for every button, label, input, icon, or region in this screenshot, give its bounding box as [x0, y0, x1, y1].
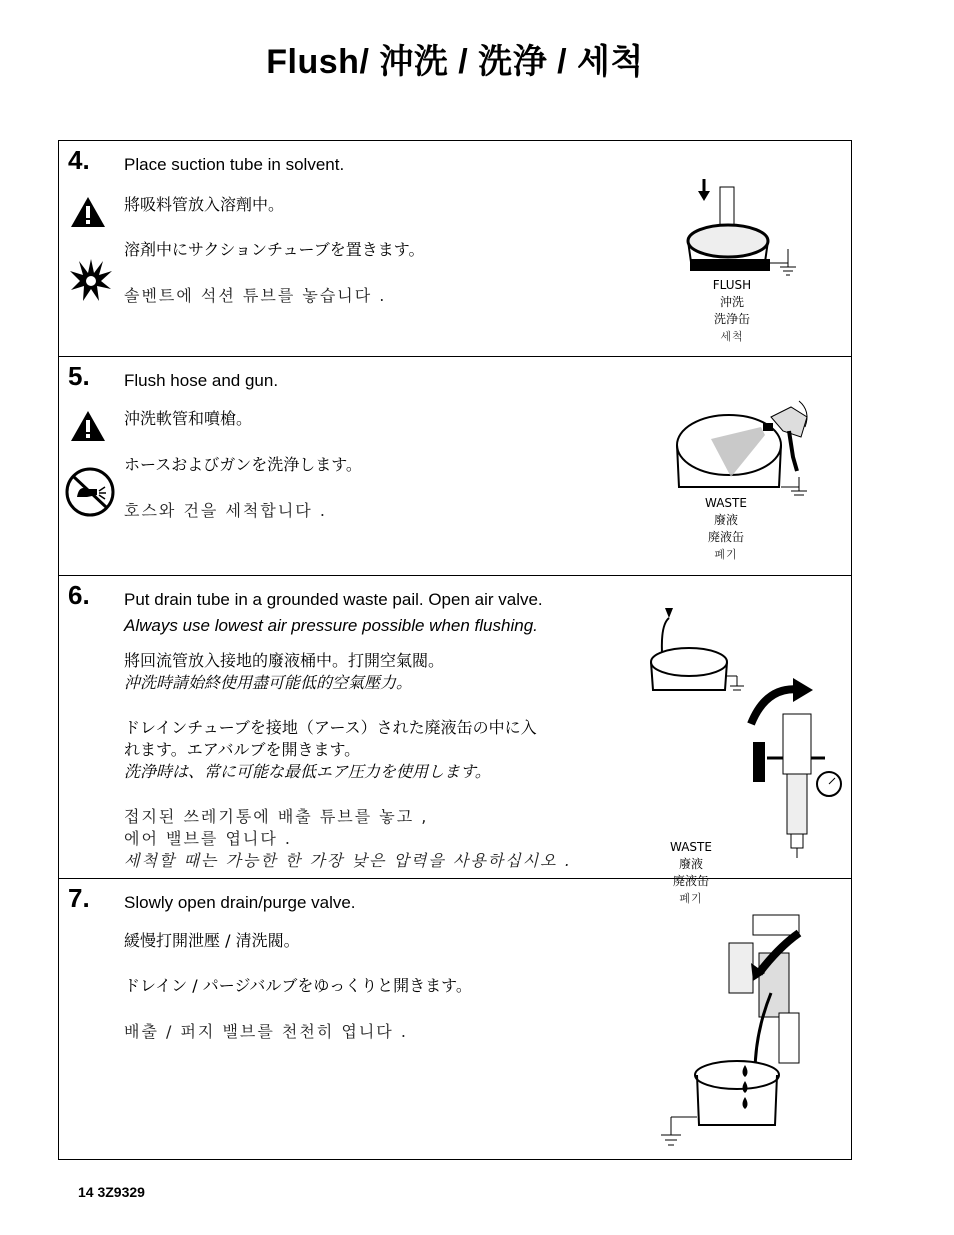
step-text-ja-line1: ドレインチューブを接地（アース）された廃液缶の中に入	[124, 718, 537, 737]
step-note-ja: 洗浄時は、常に可能な最低エア圧力を使用します。	[124, 762, 491, 781]
caption-ja: 廃液缶	[707, 530, 744, 544]
caption-zh: 廢液	[713, 513, 738, 527]
warning-icon	[69, 195, 107, 233]
step-note-en: Always use lowest air pressure possible when flushing.	[124, 616, 538, 635]
caption-en: WASTE	[670, 840, 712, 854]
procedure-table	[58, 140, 852, 1160]
page-footer: 14 3Z9329	[78, 1184, 145, 1200]
purge-valve-illustration	[659, 913, 819, 1153]
step-text-ko: 호스와 건을 세척합니다 .	[124, 501, 327, 520]
step-number: 4.	[68, 145, 90, 175]
step-number: 7.	[68, 883, 90, 913]
step-row-5	[59, 357, 851, 576]
caption-en: FLUSH	[712, 278, 752, 292]
step-text-en: Flush hose and gun.	[124, 371, 279, 390]
step-text-ja: ホースおよびガンを洗浄します。	[124, 455, 362, 474]
step-note-ko: 세척할 때는 가능한 한 가장 낮은 압력을 사용하십시오 .	[124, 851, 572, 870]
step-text-zh: 將回流管放入接地的廢液桶中。打開空氣閥。	[124, 651, 445, 670]
page-title: Flush/ 沖洗 / 洗浄 / 세척	[266, 43, 644, 81]
step-number: 5.	[68, 361, 90, 391]
step-text-ja: ドレイン / パージバルブをゆっくりと開きます。	[124, 976, 472, 995]
step-row-7	[59, 879, 851, 1161]
no-hand-spray-icon	[65, 467, 115, 521]
step-number: 6.	[68, 580, 90, 610]
step-note-zh: 沖洗時請始終使用盡可能低的空氣壓力。	[124, 673, 413, 692]
caption-ko: 폐기	[679, 892, 703, 905]
caption-en: WASTE	[705, 496, 747, 510]
caption-ko: 세척	[720, 330, 744, 343]
step-text-ko: 솔벤트에 석션 튜브를 놓습니다 .	[124, 286, 387, 305]
step-text-en: Slowly open drain/purge valve.	[124, 893, 356, 912]
caption-zh: 廢液	[678, 857, 703, 871]
step-text-en: Put drain tube in a grounded waste pail. Open air valve.	[124, 590, 543, 609]
step-text-ko: 배출 / 퍼지 밸브를 천천히 엽니다 .	[124, 1022, 408, 1041]
warning-icon	[69, 409, 107, 447]
air-valve-illustration	[747, 674, 843, 864]
illustration-caption	[699, 277, 765, 345]
step-text-en: Place suction tube in solvent.	[124, 155, 345, 174]
step-text-ko-line2: 에어 밸브를 엽니다 .	[124, 829, 292, 848]
caption-ja: 廃液缶	[672, 874, 709, 888]
explosion-icon	[69, 257, 113, 307]
step-text-zh: 沖洗軟管和噴槍。	[124, 409, 253, 428]
step-text-zh: 緩慢打開泄壓 / 清洗閥。	[124, 931, 300, 950]
step-row-4	[59, 141, 851, 357]
solvent-pail-illustration	[684, 171, 804, 285]
spray-into-pail-illustration	[671, 387, 821, 501]
drain-tube-pail-illustration	[645, 606, 745, 700]
illustration-caption	[694, 495, 758, 563]
step-text-ja: 溶剤中にサクションチューブを置きます。	[124, 240, 425, 259]
caption-zh: 沖洗	[719, 295, 744, 309]
step-text-ko-line1: 접지된 쓰레기통에 배출 튜브를 놓고 ,	[124, 807, 429, 826]
caption-ko: 폐기	[714, 548, 738, 561]
step-text-ja-line2: れます。エアバルブを開きます。	[124, 740, 361, 759]
caption-ja: 洗浄缶	[713, 312, 750, 326]
step-text-zh: 將吸料管放入溶劑中。	[124, 195, 285, 214]
